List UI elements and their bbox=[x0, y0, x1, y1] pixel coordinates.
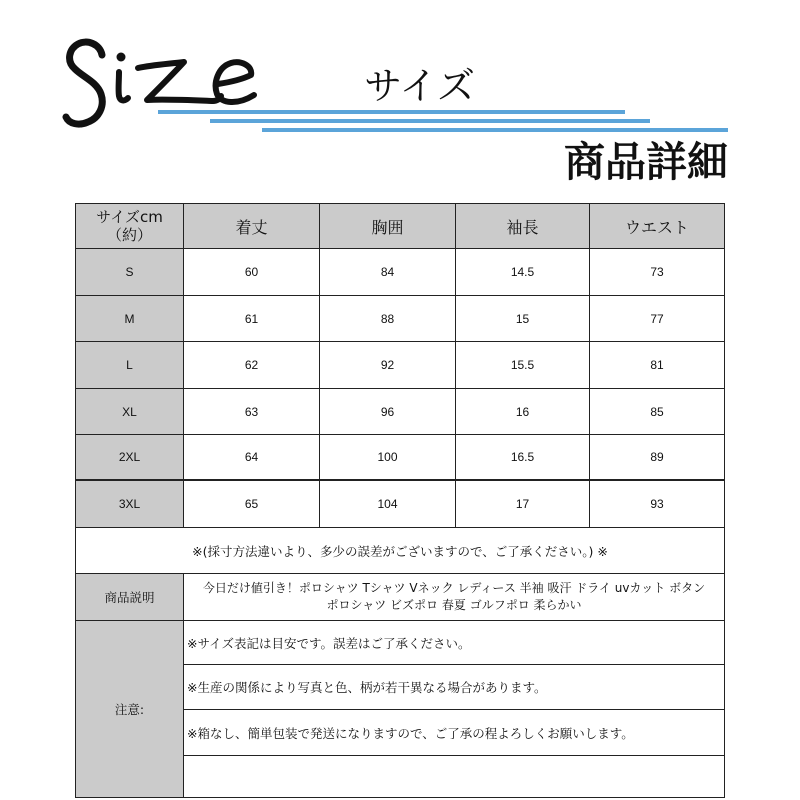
waist-cell: 85 bbox=[590, 389, 725, 435]
logo-letter-e bbox=[216, 62, 254, 102]
description-label: 商品説明 bbox=[76, 574, 184, 621]
caution-item: ※生産の関係により写真と色、柄が若干異なる場合があります。 bbox=[184, 665, 725, 710]
empty-caution-row bbox=[184, 756, 725, 798]
header-cell-sleeve: 袖長 bbox=[456, 204, 590, 249]
sleeve-cell: 17 bbox=[456, 481, 590, 528]
measurement-note: ※(採寸方法違いより、多少の誤差がございますので、ご了承ください。) ※ bbox=[76, 528, 725, 574]
header-cell-chest: 胸囲 bbox=[320, 204, 456, 249]
size-label-cell: 3XL bbox=[76, 481, 184, 528]
size-chart-table bbox=[75, 203, 725, 798]
chest-cell: 92 bbox=[320, 342, 456, 389]
length-cell: 64 bbox=[184, 435, 320, 481]
length-cell: 60 bbox=[184, 249, 320, 296]
size-label-cell: S bbox=[76, 249, 184, 296]
header-cell-length: 着丈 bbox=[184, 204, 320, 249]
sleeve-cell: 15.5 bbox=[456, 342, 590, 389]
size-label-cell: 2XL bbox=[76, 435, 184, 481]
chest-cell: 96 bbox=[320, 389, 456, 435]
length-cell: 62 bbox=[184, 342, 320, 389]
waist-cell: 73 bbox=[590, 249, 725, 296]
description-line: ポロシャツ ビズポロ 春夏 ゴルフポロ 柔らかい bbox=[326, 598, 582, 612]
logo-letter-s bbox=[66, 42, 102, 124]
waist-cell: 77 bbox=[590, 296, 725, 342]
sleeve-cell: 15 bbox=[456, 296, 590, 342]
logo-letter-z bbox=[138, 62, 221, 101]
chest-cell: 100 bbox=[320, 435, 456, 481]
header-cell-waist: ウエスト bbox=[590, 204, 725, 249]
logo-i-dot bbox=[117, 53, 126, 62]
accent-line-2 bbox=[210, 119, 650, 123]
description-line: 今日だけ値引き！ポロシャツ Tシャツ Vネック レディース 半袖 吸汗 ドライ uvカット ボタン bbox=[202, 581, 706, 595]
header-size-label: サイズcm bbox=[96, 208, 163, 226]
caution-label: 注意: bbox=[76, 621, 184, 798]
sleeve-cell: 14.5 bbox=[456, 249, 590, 296]
size-label-cell: M bbox=[76, 296, 184, 342]
waist-cell: 81 bbox=[590, 342, 725, 389]
waist-cell: 89 bbox=[590, 435, 725, 481]
chest-cell: 88 bbox=[320, 296, 456, 342]
header-size-unit-note: （約） bbox=[106, 226, 152, 244]
accent-line-1 bbox=[158, 110, 625, 114]
chest-cell: 84 bbox=[320, 249, 456, 296]
caution-item: ※箱なし、簡単包装で発送になりますので、ご了承の程よろしくお願いします。 bbox=[184, 710, 725, 756]
section-title: 商品詳細 bbox=[564, 138, 728, 186]
caution-item: ※サイズ表記は目安です。誤差はご了承ください。 bbox=[184, 621, 725, 665]
header-cell-size bbox=[76, 204, 184, 249]
length-cell: 61 bbox=[184, 296, 320, 342]
description-text bbox=[184, 574, 725, 621]
accent-line-3 bbox=[262, 128, 728, 132]
size-label-cell: XL bbox=[76, 389, 184, 435]
waist-cell: 93 bbox=[590, 481, 725, 528]
length-cell: 63 bbox=[184, 389, 320, 435]
chest-cell: 104 bbox=[320, 481, 456, 528]
logo-letter-i bbox=[119, 72, 128, 100]
length-cell: 65 bbox=[184, 481, 320, 528]
subtitle-size: サイズ bbox=[364, 64, 475, 108]
sleeve-cell: 16 bbox=[456, 389, 590, 435]
sleeve-cell: 16.5 bbox=[456, 435, 590, 481]
size-label-cell: L bbox=[76, 342, 184, 389]
